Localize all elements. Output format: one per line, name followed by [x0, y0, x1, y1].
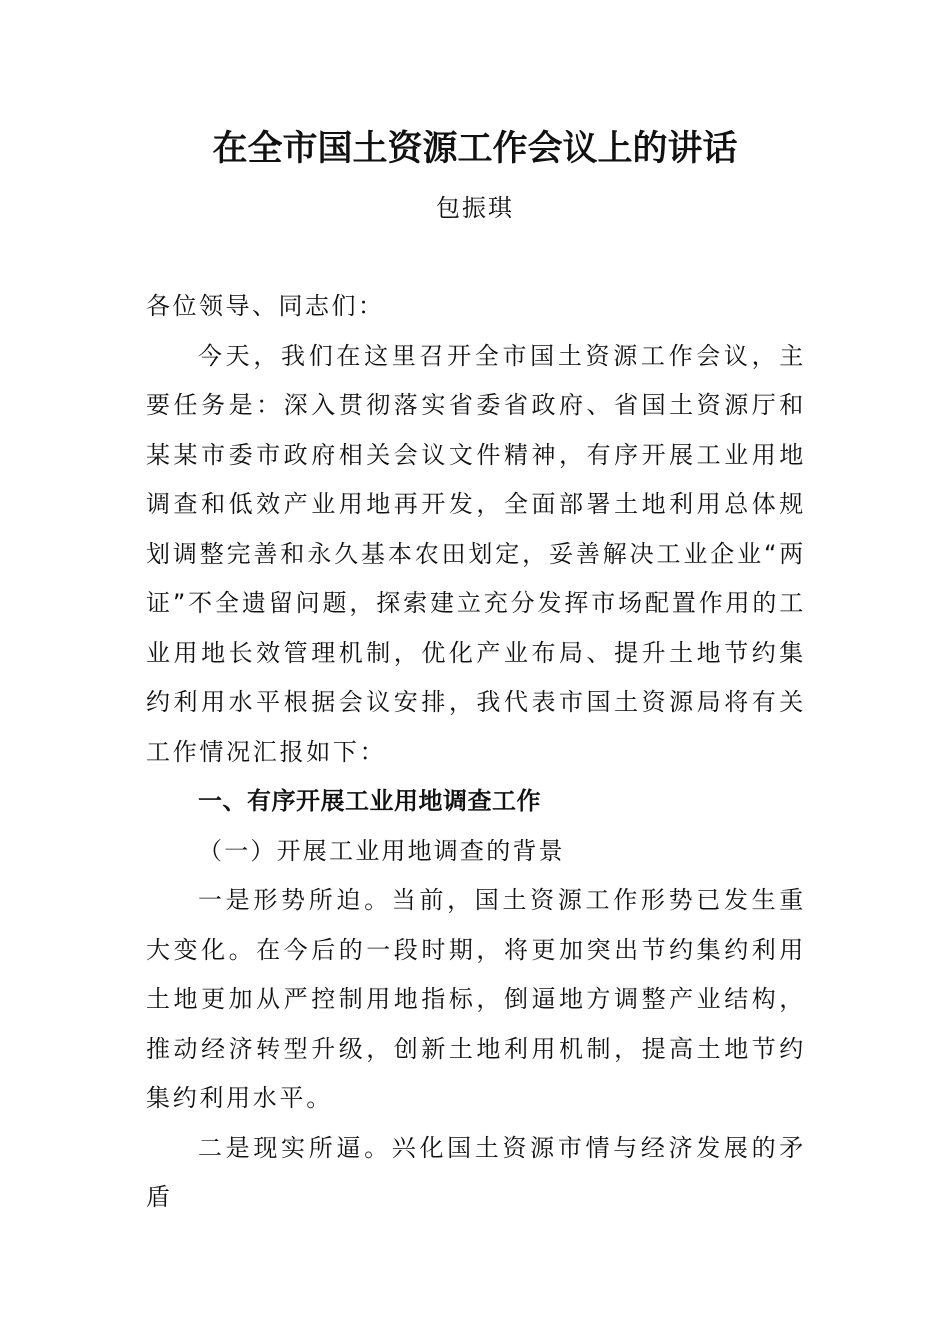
document-title: 在全市国土资源工作会议上的讲话: [212, 128, 738, 169]
salutation: 各位领导、同志们：: [146, 292, 385, 320]
subsection-heading: （一）开展工业用地调查的背景: [198, 836, 565, 865]
paragraph-situation: 一是形势所迫。当前，国土资源工作形势已发生重大变化。在今后的一段时期，将更加突出节约集约利用土地更加从严控制用地指标，倒逼地方调整产业结构，推动经济转型升级，创新土地利用机制，提高土地节约集约利用水平。: [146, 886, 806, 1112]
paragraph-intro: 今天，我们在这里召开全市国土资源工作会议，主要任务是：深入贯彻落实省委省政府、省国土资源厅和某某市委市政府相关会议文件精神，有序开展工业用地调查和低效产业用地再开发，全面部署土地利用总体规划调整完善和永久基本农田划定，妥善解决工业企业“两证”不全遗留问题，探索建立充分发挥市场配置作用的工业用地长效管理机制，优化产业布局、提升土地节约集约利用水平根据会议安排，我代表市国土资源局将有关工作情况汇报如下：: [146, 341, 806, 766]
document-body: [146, 282, 806, 1223]
section-heading: 一、有序开展工业用地调查工作: [198, 787, 541, 815]
paragraph-reality: 二是现实所逼。兴化国土资源市情与经济发展的矛盾: [146, 1133, 806, 1211]
document-author: 包振琪: [436, 194, 514, 222]
